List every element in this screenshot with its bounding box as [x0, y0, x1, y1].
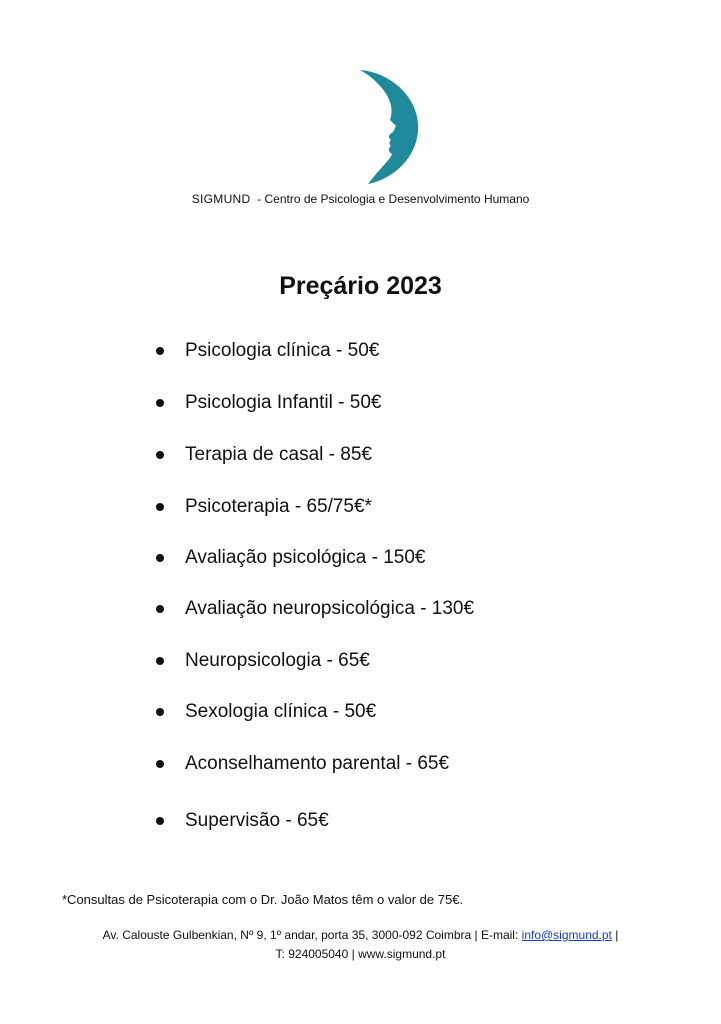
- address-text: Av. Calouste Gulbenkian, Nº 9, 1º andar, porta 35, 3000-092 Coimbra | E-mail:: [102, 928, 519, 942]
- page-title: Preçário 2023: [279, 272, 442, 300]
- address-separator: |: [615, 928, 619, 942]
- footer-contact: [0, 926, 721, 964]
- bullet-icon: [156, 605, 164, 613]
- contact-line: T: 924005040 | www.sigmund.pt: [275, 947, 446, 961]
- bullet-icon: [156, 657, 164, 665]
- sigmund-logo: [358, 68, 422, 186]
- address-line: [0, 926, 721, 945]
- bullet-icon: [156, 760, 164, 768]
- psychotherapy-footnote: *Consultas de Psicoterapia com o Dr. João Matos têm o valor de 75€.: [62, 892, 464, 907]
- bullet-icon: [156, 817, 164, 825]
- organization-header: [0, 192, 721, 206]
- bullet-icon: [156, 347, 164, 355]
- bullet-icon: [156, 708, 164, 716]
- bullet-icon: [156, 503, 164, 511]
- logo-crescent-face-icon: [360, 70, 418, 184]
- org-subtitle: - Centro de Psicologia e Desenvolvimento Humano: [257, 192, 530, 206]
- bullet-icon: [156, 399, 164, 407]
- email-link[interactable]: info@sigmund.pt: [521, 928, 612, 942]
- bullet-icon: [156, 554, 164, 562]
- org-name: SIGMUND: [191, 192, 251, 206]
- bullet-icon: [156, 451, 164, 459]
